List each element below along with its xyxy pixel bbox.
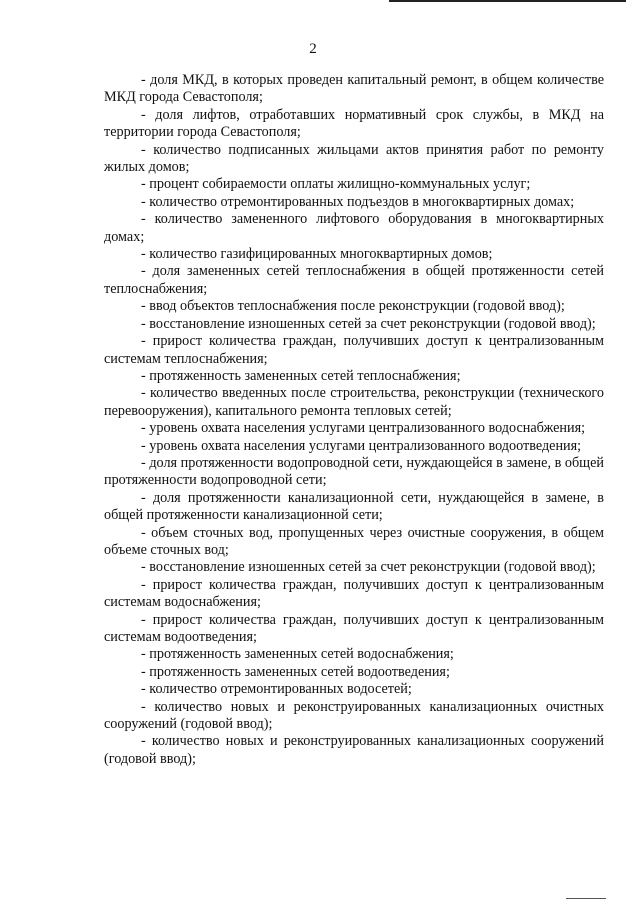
list-item: - восстановление изношенных сетей за счет реконструкции (годовой ввод); xyxy=(141,559,596,576)
list-item: - протяженность замененных сетей водоотведения; xyxy=(141,663,450,680)
indicator-list xyxy=(104,72,604,768)
list-item: - количество газифицированных многоквартирных домов; xyxy=(141,246,493,263)
list-item: - объем сточных вод, пропущенных через очистные сооружения, в общем объеме сточных вод; xyxy=(104,524,604,558)
list-item: - количество новых и реконструированных канализационных сооружений (годовой ввод); xyxy=(104,733,604,767)
list-item: - уровень охвата населения услугами централизованного водоснабжения; xyxy=(141,420,586,437)
list-item: - ввод объектов теплоснабжения после реконструкции (годовой ввод); xyxy=(141,298,565,315)
list-item: - восстановление изношенных сетей за счет реконструкции (годовой ввод); xyxy=(141,315,596,332)
page-number: 2 xyxy=(309,41,317,57)
list-item: - количество отремонтированных подъездов в многоквартирных домах; xyxy=(141,193,575,210)
list-item: - доля лифтов, отработавших нормативный срок службы, в МКД на территории города Севастополя; xyxy=(104,106,604,141)
list-item: - протяженность замененных сетей водоснабжения; xyxy=(141,646,454,663)
list-item: - протяженность замененных сетей теплоснабжения; xyxy=(141,367,461,384)
top-border-line xyxy=(389,0,626,2)
list-item: - прирост количества граждан, получивших доступ к централизованным системам водоснабжения; xyxy=(104,576,604,611)
list-item: - доля замененных сетей теплоснабжения в общей протяженности сетей теплоснабжения; xyxy=(104,263,604,297)
list-item: - доля протяженности канализационной сети, нуждающейся в замене, в общей протяженности канализационной сети; xyxy=(104,489,604,524)
list-item: - количество новых и реконструированных канализационных очистных сооружений (годовой ввод); xyxy=(104,698,604,733)
list-item: - доля МКД, в которых проведен капитальный ремонт, в общем количестве МКД города Севастополя; xyxy=(104,72,604,106)
list-item: - количество замененного лифтового оборудования в многоквартирных домах; xyxy=(104,211,604,245)
list-item: - доля протяженности водопроводной сети, нуждающейся в замене, в общей протяженности водопроводной сети; xyxy=(104,454,604,489)
list-item: - прирост количества граждан, получивших доступ к централизованным системам водоотведения; xyxy=(104,611,604,645)
list-item: - количество введенных после строительства, реконструкции (технического перевооружения), капитального ремонта тепловых сетей; xyxy=(104,385,604,419)
list-item: - прирост количества граждан, получивших доступ к централизованным системам теплоснабжения; xyxy=(104,333,604,367)
list-item: - процент собираемости оплаты жилищно-коммунальных услуг; xyxy=(141,176,531,193)
list-item: - количество подписанных жильцами актов принятия работ по ремонту жилых домов; xyxy=(104,141,604,176)
bottom-scan-mark xyxy=(566,898,606,899)
list-item: - количество отремонтированных водосетей; xyxy=(141,681,412,698)
list-item: - уровень охвата населения услугами централизованного водоотведения; xyxy=(141,437,582,454)
